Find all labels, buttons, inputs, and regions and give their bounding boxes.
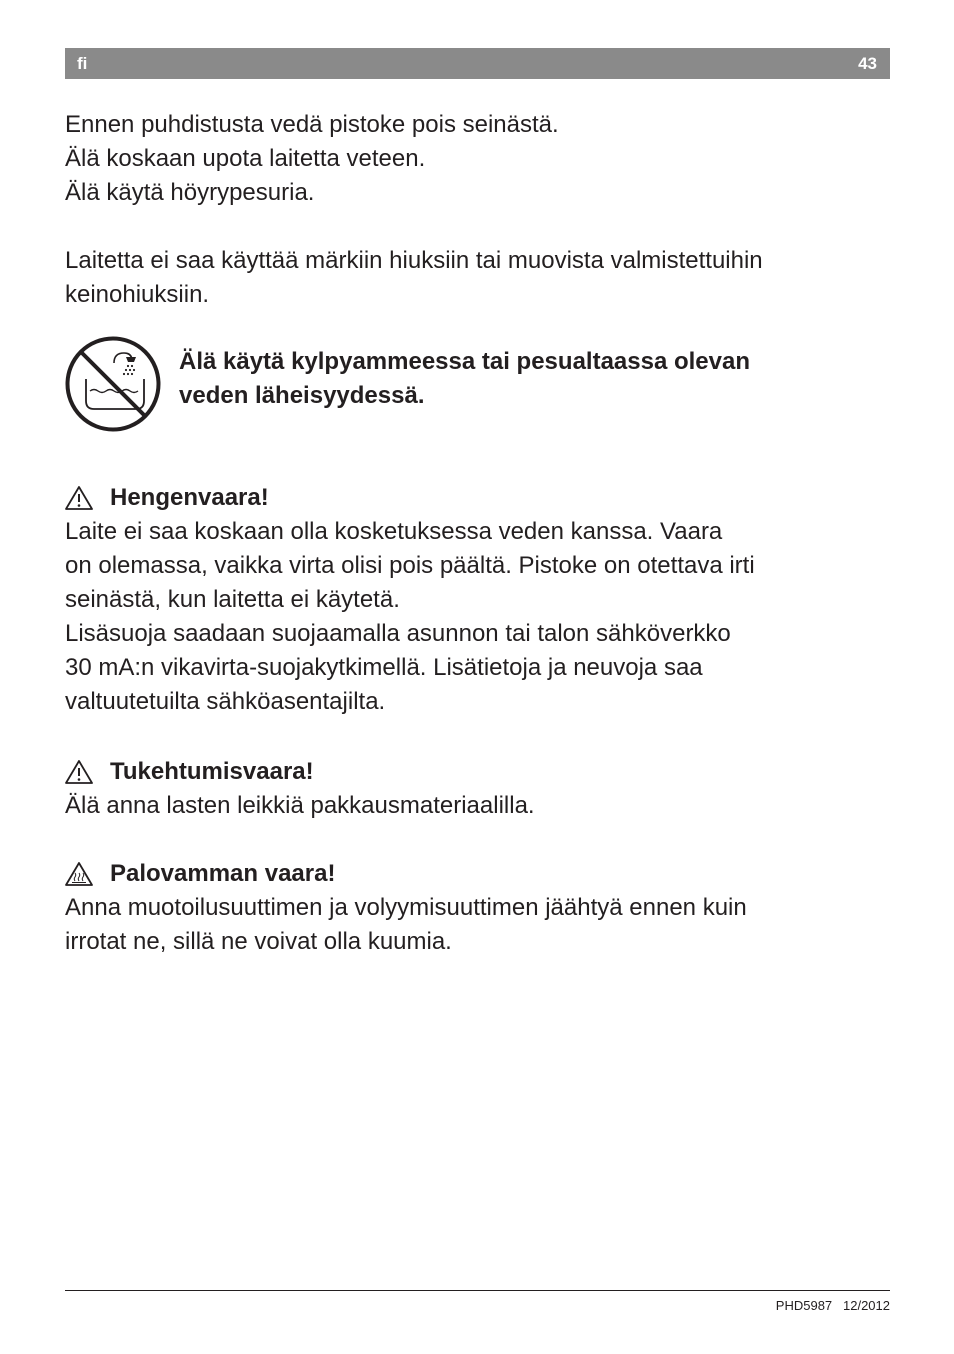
footer-divider xyxy=(65,1290,890,1291)
section-line: Lisäsuoja saadaan suojaamalla asunnon tai talon sähköverkko xyxy=(65,620,731,647)
section-title: Palovamman vaara! xyxy=(110,860,336,887)
hair-note-paragraph xyxy=(65,244,763,312)
bath-warning-line: Älä käytä kylpyammeessa tai pesualtaassa olevan xyxy=(179,348,751,375)
section-line: Laite ei saa koskaan olla kosketuksessa veden kanssa. Vaara xyxy=(65,518,723,545)
footer xyxy=(776,1298,890,1313)
language-code: fi xyxy=(77,54,88,73)
section-line: 30 mA:n vikavirta-suojakytkimellä. Lisätietoja ja neuvoja saa xyxy=(65,654,703,681)
model-number: PHD5987 xyxy=(775,1298,833,1313)
section-line: on olemassa, vaikka virta olisi pois päältä. Pistoke on otettava irti xyxy=(65,552,755,579)
section-line: Älä anna lasten leikkiä pakkausmateriaalilla. xyxy=(65,792,535,819)
publication-date: 12/2012 xyxy=(843,1298,890,1313)
section-life-danger xyxy=(65,481,755,719)
section-suffocation-danger xyxy=(65,755,535,823)
intro-line: Ennen puhdistusta vedä pistoke pois seinästä. xyxy=(65,111,559,138)
bath-warning-line: veden läheisyydessä. xyxy=(179,382,425,409)
section-line: valtuutetuilta sähköasentajilta. xyxy=(65,688,386,715)
section-line: seinästä, kun laitetta ei käytetä. xyxy=(65,586,400,613)
section-title: Hengenvaara! xyxy=(110,484,269,511)
section-title: Tukehtumisvaara! xyxy=(110,758,314,785)
intro-line: Älä koskaan upota laitetta veteen. xyxy=(65,145,426,172)
header-bar xyxy=(65,48,890,79)
section-line: Anna muotoilusuuttimen ja volyymisuuttimen jäähtyä ennen kuin xyxy=(65,894,747,921)
bath-warning-text xyxy=(179,345,750,413)
no-bath-water-icon xyxy=(64,335,162,433)
intro-line: Älä käytä höyrypesuria. xyxy=(65,179,315,206)
intro-paragraph xyxy=(65,108,559,210)
hair-note-line: Laitetta ei saa käyttää märkiin hiuksiin tai muovista valmistettuihin xyxy=(65,247,763,274)
page-number: 43 xyxy=(858,54,877,73)
section-burn-danger xyxy=(65,857,747,959)
section-line: irrotat ne, sillä ne voivat olla kuumia. xyxy=(65,928,452,955)
hair-note-line: keinohiuksiin. xyxy=(65,281,210,308)
